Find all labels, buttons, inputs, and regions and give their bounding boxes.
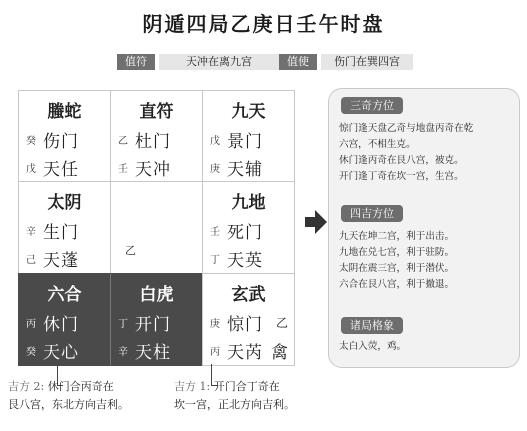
callout-left-line1: 休门合丙奇在 [47, 380, 114, 393]
chart-title: 阴遁四局乙庚日壬午时盘 [142, 12, 385, 36]
palace-gen-8 [18, 273, 111, 366]
callout-right-label: 吉方 1: [174, 380, 211, 393]
heaven-stem: 癸 [26, 136, 36, 147]
sanqi-line: 休门逢丙奇在艮八宫，被克。 [339, 155, 464, 166]
door-label: 生门 [43, 223, 79, 243]
door-label: 伤门 [43, 132, 79, 152]
callout-left [8, 378, 129, 414]
earth-stem: 戊 [26, 164, 36, 175]
star-label: 天冲 [135, 160, 171, 180]
center-stem: 乙 [125, 244, 136, 257]
palace-kun-2 [202, 90, 295, 182]
zhifu-tag: 值符 [117, 54, 155, 70]
door-label: 景门 [227, 132, 263, 152]
door-label: 死门 [227, 223, 263, 243]
heaven-stem: 戊 [210, 136, 220, 147]
zhifu-value: 天冲在离九宫 [159, 54, 279, 70]
earth-stem: 壬 [118, 164, 128, 175]
god-label: 太阴 [47, 193, 82, 213]
earth-stem: 丁 [210, 255, 220, 266]
sanqi-heading: 三奇方位 [341, 97, 403, 114]
siji-heading: 四吉方位 [341, 205, 403, 222]
earth-stem: 己 [26, 255, 36, 266]
sanqi-line: 六宫，不相生克。 [339, 139, 416, 150]
earth-stem: 癸 [26, 347, 36, 358]
palace-zhen-3 [18, 181, 111, 274]
sanqi-line: 开门逢丁奇在坎一宫，生宫。 [339, 171, 464, 182]
callout-right-line1: 开门合丁奇在 [213, 380, 280, 393]
star-label: 天蓬 [43, 251, 79, 271]
door-label: 惊门 [227, 315, 263, 335]
qin-star-label: 禽 [271, 343, 288, 363]
earth-stem: 丙 [210, 347, 220, 358]
star-label: 天英 [227, 251, 263, 271]
star-label: 天辅 [227, 160, 263, 180]
siji-line: 九地在兑七宫，利于驻防。 [339, 247, 455, 258]
zhishi-tag: 值使 [279, 54, 317, 70]
callout-left-label: 吉方 2: [8, 380, 45, 393]
god-label: 直符 [139, 102, 174, 122]
star-label: 天任 [43, 160, 79, 180]
extra-stem: 乙 [275, 316, 288, 330]
earth-stem: 庚 [210, 164, 220, 175]
siji-text [339, 229, 517, 293]
god-label: 六合 [47, 285, 82, 305]
nine-palace-grid [18, 90, 295, 366]
earth-stem: 辛 [118, 347, 128, 358]
heaven-stem: 庚 [210, 319, 220, 330]
star-label: 天芮 [227, 343, 263, 363]
geju-text [339, 339, 517, 355]
god-label: 螣蛇 [47, 102, 82, 122]
heaven-stem: 丁 [118, 319, 128, 330]
heaven-stem: 乙 [118, 136, 128, 147]
callout-right-line2: 坎一宫，正北方向吉利。 [174, 398, 295, 411]
god-label: 九天 [231, 102, 266, 122]
palace-dui-7 [202, 181, 295, 274]
sanqi-text [339, 121, 517, 185]
sanqi-line: 惊门逢天盘乙奇与地盘丙奇在乾 [339, 123, 474, 134]
siji-line: 九天在坤二宫，利于出击。 [339, 231, 455, 242]
heaven-stem: 丙 [26, 319, 36, 330]
geju-heading: 诸局格象 [341, 317, 403, 334]
siji-line: 六合在艮八宫，利于撤退。 [339, 279, 455, 290]
door-label: 杜门 [135, 132, 171, 152]
god-label: 玄武 [231, 285, 266, 305]
analysis-panel [328, 88, 520, 368]
star-label: 天柱 [135, 343, 171, 363]
god-label: 白虎 [139, 285, 174, 305]
callout-left-line2: 艮八宫，东北方向吉利。 [8, 398, 129, 411]
right-arrow-icon [305, 210, 327, 234]
palace-xun-4 [18, 90, 111, 182]
palace-center-5 [110, 181, 203, 274]
callout-right [174, 378, 295, 414]
siji-line: 太阴在震三宫，利于潜伏。 [339, 263, 455, 274]
zhishi-value: 伤门在巽四宫 [321, 54, 413, 70]
palace-kan-1 [110, 273, 203, 366]
heaven-stem: 壬 [210, 227, 220, 238]
god-label: 九地 [231, 193, 266, 213]
star-label: 天心 [43, 343, 79, 363]
door-label: 开门 [135, 315, 171, 335]
door-label: 休门 [43, 315, 79, 335]
geju-line: 太白入荧，鸡。 [339, 341, 407, 352]
heaven-stem: 辛 [26, 227, 36, 238]
palace-li-9 [110, 90, 203, 182]
palace-qian-6 [202, 273, 295, 366]
